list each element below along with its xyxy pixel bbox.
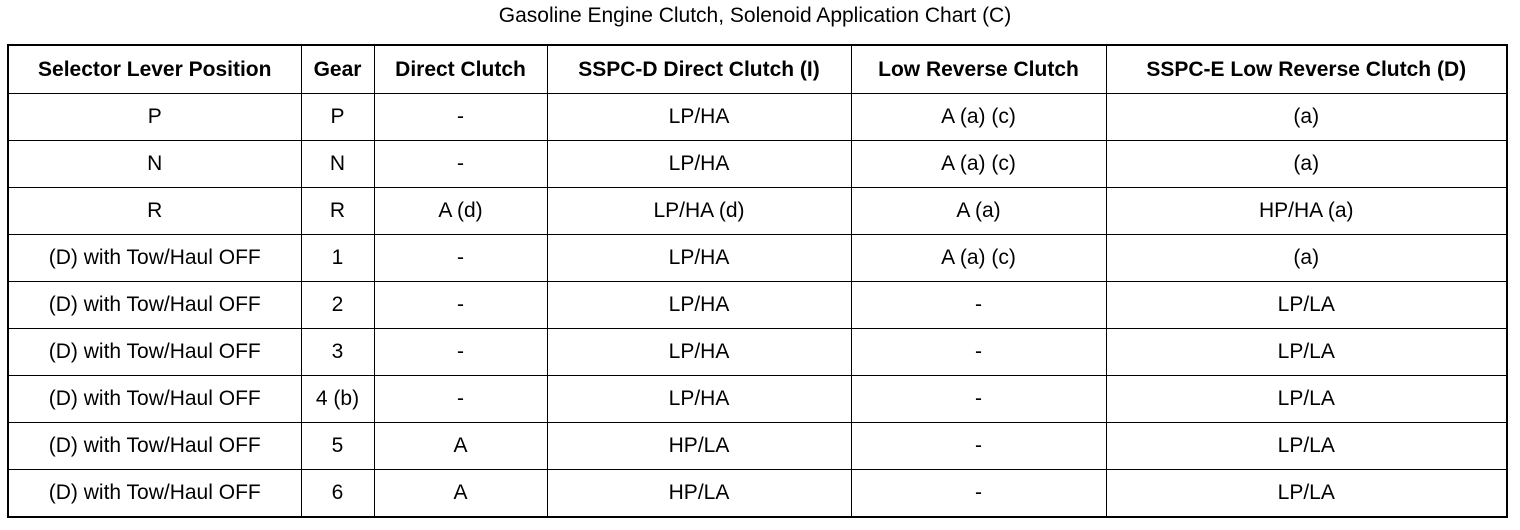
table-row — [8, 94, 1507, 141]
cell-selector-lever-position: P — [8, 94, 301, 141]
table-row — [8, 235, 1507, 282]
cell-sspc-d-direct-clutch: LP/HA — [547, 329, 851, 376]
cell-low-reverse-clutch: - — [851, 282, 1106, 329]
cell-low-reverse-clutch: - — [851, 470, 1106, 518]
cell-gear: 3 — [301, 329, 374, 376]
cell-sspc-e-low-reverse-clutch: LP/LA — [1106, 376, 1507, 423]
cell-gear: 6 — [301, 470, 374, 518]
cell-selector-lever-position: (D) with Tow/Haul OFF — [8, 423, 301, 470]
table-row — [8, 188, 1507, 235]
cell-selector-lever-position: (D) with Tow/Haul OFF — [8, 235, 301, 282]
cell-sspc-d-direct-clutch: LP/HA — [547, 94, 851, 141]
header-gear: Gear — [301, 45, 374, 94]
cell-gear: R — [301, 188, 374, 235]
cell-gear: 4 (b) — [301, 376, 374, 423]
header-selector-lever-position: Selector Lever Position — [8, 45, 301, 94]
cell-direct-clutch: - — [374, 235, 547, 282]
header-direct-clutch: Direct Clutch — [374, 45, 547, 94]
cell-sspc-e-low-reverse-clutch: LP/LA — [1106, 329, 1507, 376]
table-row — [8, 141, 1507, 188]
table-header — [8, 45, 1507, 94]
cell-direct-clutch: A — [374, 470, 547, 518]
cell-selector-lever-position: N — [8, 141, 301, 188]
cell-low-reverse-clutch: - — [851, 329, 1106, 376]
cell-selector-lever-position: (D) with Tow/Haul OFF — [8, 329, 301, 376]
header-low-reverse-clutch: Low Reverse Clutch — [851, 45, 1106, 94]
cell-sspc-e-low-reverse-clutch: (a) — [1106, 235, 1507, 282]
cell-sspc-d-direct-clutch: HP/LA — [547, 470, 851, 518]
cell-sspc-d-direct-clutch: LP/HA — [547, 376, 851, 423]
header-row — [8, 45, 1507, 94]
cell-sspc-e-low-reverse-clutch: LP/LA — [1106, 470, 1507, 518]
cell-gear: P — [301, 94, 374, 141]
cell-direct-clutch: - — [374, 282, 547, 329]
cell-sspc-e-low-reverse-clutch: (a) — [1106, 141, 1507, 188]
header-sspc-e-low-reverse-clutch: SSPC-E Low Reverse Clutch (D) — [1106, 45, 1507, 94]
cell-sspc-e-low-reverse-clutch: (a) — [1106, 94, 1507, 141]
cell-selector-lever-position: (D) with Tow/Haul OFF — [8, 376, 301, 423]
cell-low-reverse-clutch: A (a) (c) — [851, 141, 1106, 188]
table-row — [8, 329, 1507, 376]
cell-direct-clutch: - — [374, 141, 547, 188]
cell-direct-clutch: - — [374, 376, 547, 423]
cell-sspc-d-direct-clutch: LP/HA — [547, 141, 851, 188]
header-sspc-d-direct-clutch: SSPC-D Direct Clutch (I) — [547, 45, 851, 94]
cell-sspc-e-low-reverse-clutch: LP/LA — [1106, 423, 1507, 470]
cell-low-reverse-clutch: - — [851, 423, 1106, 470]
cell-direct-clutch: - — [374, 329, 547, 376]
cell-direct-clutch: - — [374, 94, 547, 141]
cell-sspc-d-direct-clutch: HP/LA — [547, 423, 851, 470]
clutch-solenoid-application-table — [7, 44, 1508, 518]
cell-sspc-e-low-reverse-clutch: LP/LA — [1106, 282, 1507, 329]
table-row — [8, 282, 1507, 329]
cell-sspc-e-low-reverse-clutch: HP/HA (a) — [1106, 188, 1507, 235]
cell-gear: 1 — [301, 235, 374, 282]
cell-selector-lever-position: (D) with Tow/Haul OFF — [8, 470, 301, 518]
cell-gear: N — [301, 141, 374, 188]
cell-sspc-d-direct-clutch: LP/HA — [547, 235, 851, 282]
table-row — [8, 470, 1507, 518]
table-row — [8, 376, 1507, 423]
cell-sspc-d-direct-clutch: LP/HA — [547, 282, 851, 329]
cell-low-reverse-clutch: - — [851, 376, 1106, 423]
cell-selector-lever-position: (D) with Tow/Haul OFF — [8, 282, 301, 329]
cell-direct-clutch: A (d) — [374, 188, 547, 235]
cell-gear: 2 — [301, 282, 374, 329]
table-row — [8, 423, 1507, 470]
chart-caption: Gasoline Engine Clutch, Solenoid Application Chart (C) — [498, 4, 1012, 27]
cell-gear: 5 — [301, 423, 374, 470]
cell-selector-lever-position: R — [8, 188, 301, 235]
cell-direct-clutch: A — [374, 423, 547, 470]
cell-low-reverse-clutch: A (a) (c) — [851, 235, 1106, 282]
cell-low-reverse-clutch: A (a) (c) — [851, 94, 1106, 141]
cell-sspc-d-direct-clutch: LP/HA (d) — [547, 188, 851, 235]
table-body — [8, 94, 1507, 518]
cell-low-reverse-clutch: A (a) — [851, 188, 1106, 235]
